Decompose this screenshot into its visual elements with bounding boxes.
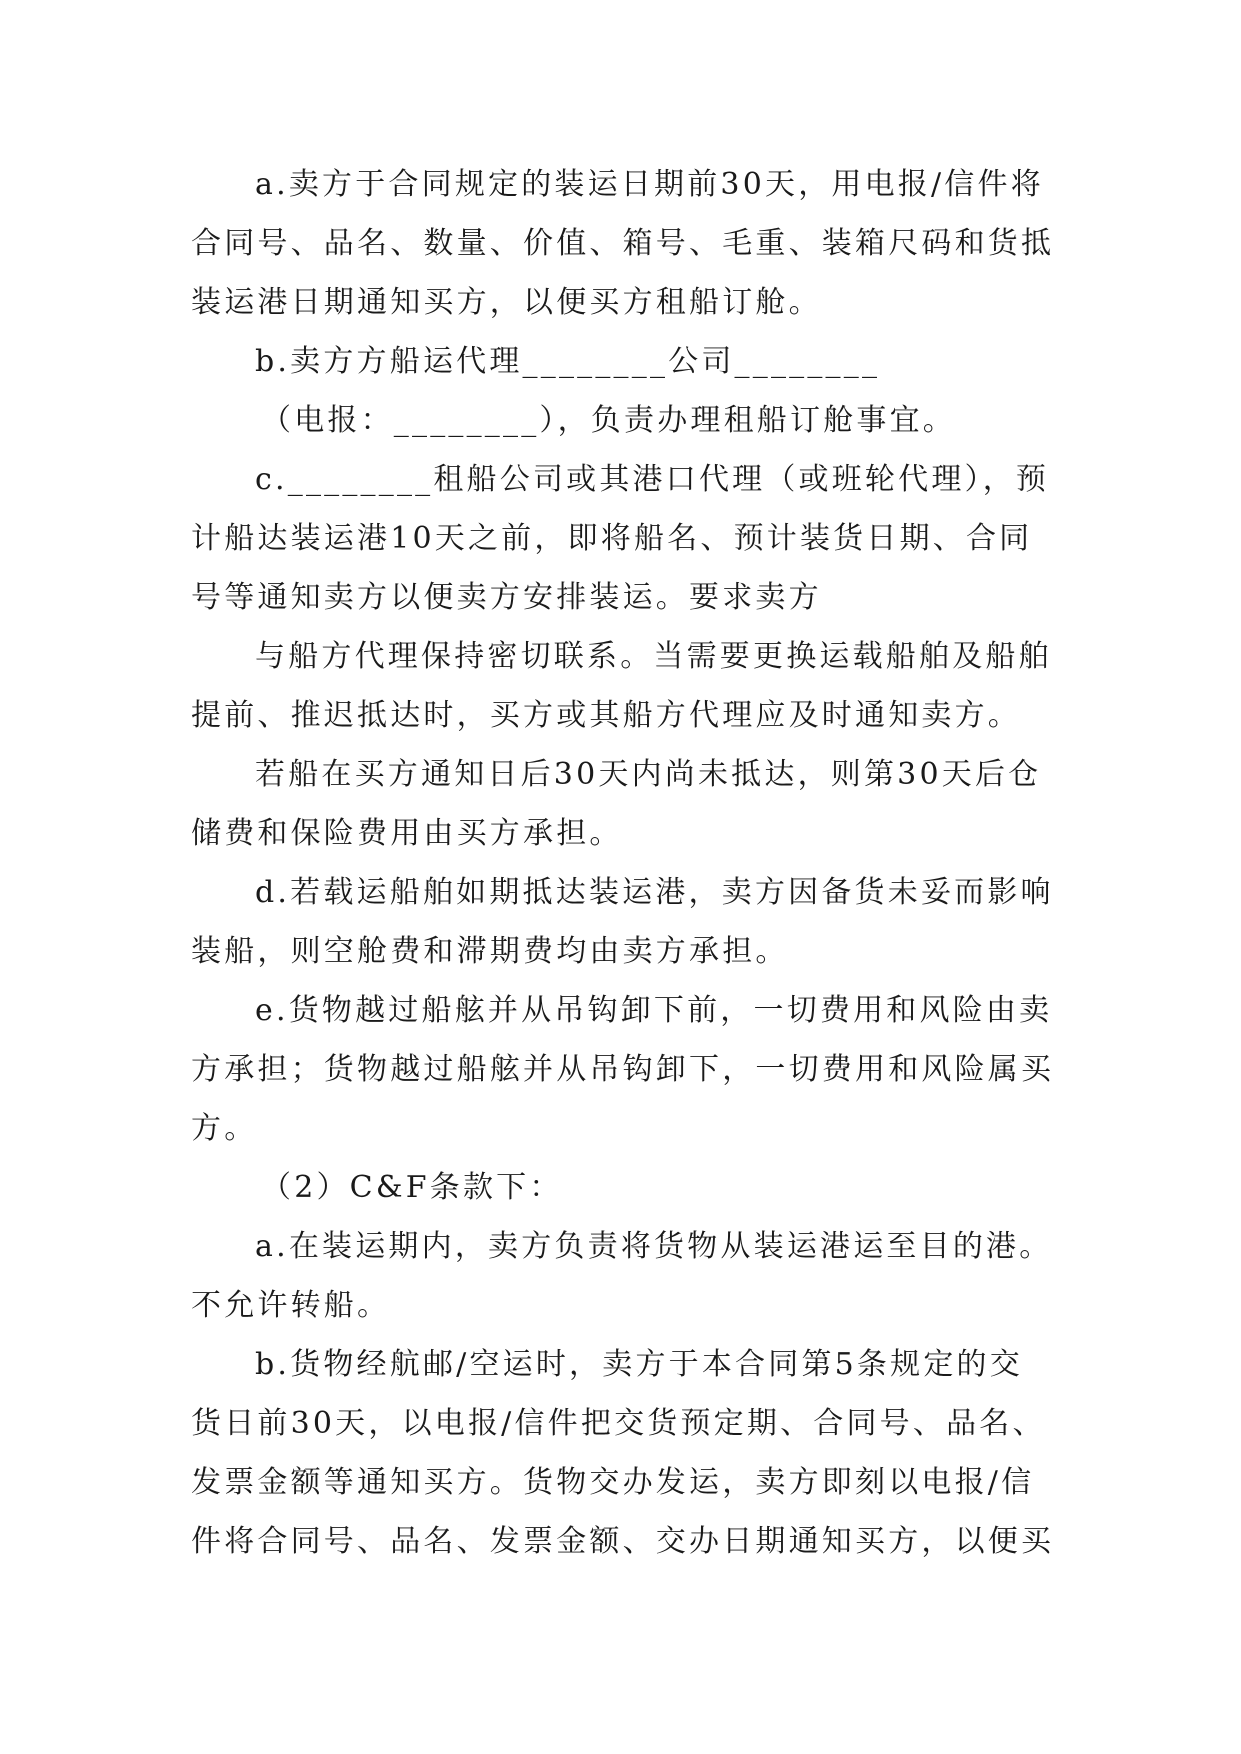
paragraph-line: 发票金额等通知买方。货物交办发运，卖方即刻以电报/信: [191, 1465, 1035, 1500]
paragraph-line: 储费和保险费用由买方承担。: [191, 816, 623, 851]
paragraph-line: 不允许转船。: [191, 1288, 391, 1323]
paragraph-line: 方承担；货物越过船舷并从吊钩卸下，一切费用和风险属买: [191, 1052, 1055, 1087]
paragraph-line: 合同号、品名、数量、价值、箱号、毛重、装箱尺码和货抵: [191, 226, 1055, 261]
paragraph-line: 件将合同号、品名、发票金额、交办日期通知买方，以便买: [191, 1524, 1055, 1559]
paragraph-line: b.卖方方船运代理________公司________: [255, 344, 881, 379]
paragraph-line: 货日前30天，以电报/信件把交货预定期、合同号、品名、: [191, 1406, 1046, 1441]
paragraph-line: 与船方代理保持密切联系。当需要更换运载船舶及船舶: [255, 639, 1052, 674]
paragraph-line: （电报：________），负责办理租船订舱事宜。: [261, 403, 956, 438]
paragraph-line: 号等通知卖方以便卖方安排装运。要求卖方: [191, 580, 822, 615]
paragraph-line: d.若载运船舶如期抵达装运港，卖方因备货未妥而影响: [255, 875, 1054, 910]
paragraph-line: a.卖方于合同规定的装运日期前30天，用电报/信件将: [255, 167, 1044, 202]
document-body: [191, 155, 1061, 1571]
paragraph-line: 计船达装运港10天之前，即将船名、预计装货日期、合同: [191, 521, 1033, 556]
paragraph-line: 装船，则空舱费和滞期费均由卖方承担。: [191, 934, 789, 969]
section-heading: （2）C&F条款下：: [261, 1170, 563, 1205]
paragraph-line: 提前、推迟抵达时，买方或其船方代理应及时通知卖方。: [191, 698, 1021, 733]
paragraph-line: 装运港日期通知买方，以便买方租船订舱。: [191, 285, 822, 320]
paragraph-line: b.货物经航邮/空运时，卖方于本合同第5条规定的交: [255, 1347, 1023, 1382]
paragraph-line: c.________租船公司或其港口代理（或班轮代理），预: [255, 462, 1050, 497]
paragraph-line: 若船在买方通知日后30天内尚未抵达，则第30天后仓: [255, 757, 1042, 792]
paragraph-line: e.货物越过船舷并从吊钩卸下前，一切费用和风险由卖: [255, 993, 1053, 1028]
paragraph-line: a.在装运期内，卖方负责将货物从装运港运至目的港。: [255, 1229, 1053, 1264]
paragraph-line: 方。: [191, 1111, 258, 1146]
